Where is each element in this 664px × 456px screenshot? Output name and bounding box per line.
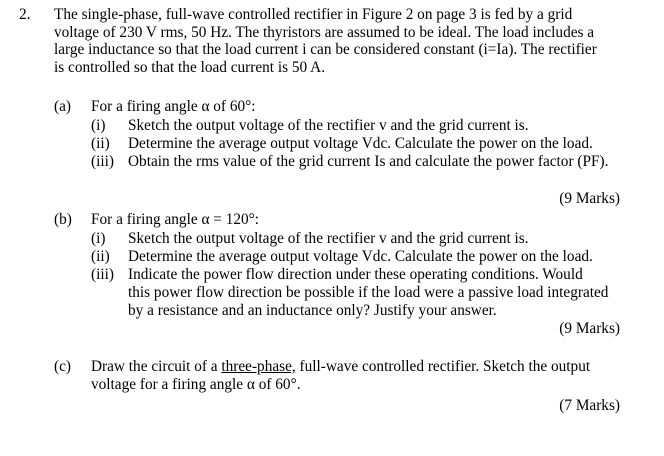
intro-line-2: voltage of 230 V rms, 50 Hz. The thyristors are assumed to be ideal. The load includes a bbox=[54, 23, 595, 41]
intro-line-4: is controlled so that the load current is 50 A. bbox=[54, 58, 326, 76]
part-a-label: (a) bbox=[54, 98, 71, 115]
item-label: (i) bbox=[91, 117, 106, 134]
item-label: (iii) bbox=[91, 266, 114, 283]
part-b-label: (b) bbox=[54, 211, 72, 228]
item-text: Determine the average output voltage Vdc. Calculate the power on the load. bbox=[128, 248, 593, 265]
part-b-marks: (9 Marks) bbox=[559, 320, 620, 337]
part-a-text: For a firing angle α of 60°: bbox=[91, 98, 256, 115]
item-text: Obtain the rms value of the grid current Is and calculate the power factor (PF). bbox=[128, 153, 609, 170]
part-c-line-1: Draw the circuit of a three-phase, full-wave controlled rectifier. Sketch the output bbox=[91, 358, 591, 375]
part-c-label: (c) bbox=[54, 358, 71, 375]
item-label: (ii) bbox=[91, 248, 110, 265]
item-label: (ii) bbox=[91, 135, 110, 152]
item-text-line-3: by a resistance and an inductance only? Justify your answer. bbox=[128, 302, 497, 319]
item-text-line-1: Indicate the power flow direction under these operating conditions. Would bbox=[128, 266, 583, 283]
item-label: (i) bbox=[91, 230, 106, 247]
part-c-line-2: voltage for a firing angle α of 60°. bbox=[91, 376, 301, 393]
part-c-marks: (7 Marks) bbox=[559, 397, 620, 414]
item-text: Sketch the output voltage of the rectifier v and the grid current is. bbox=[128, 117, 529, 134]
part-b-text: For a firing angle α = 120°: bbox=[91, 211, 260, 228]
intro-line-1: The single-phase, full-wave controlled rectifier in Figure 2 on page 3 is fed by a grid bbox=[54, 6, 573, 23]
item-label: (iii) bbox=[91, 153, 114, 170]
item-text: Determine the average output voltage Vdc. Calculate the power on the load. bbox=[128, 135, 593, 152]
part-a-marks: (9 Marks) bbox=[559, 190, 620, 207]
question-intro bbox=[54, 6, 620, 76]
question-number: 2. bbox=[19, 6, 31, 23]
item-text-line-2: this power flow direction be possible if the load were a passive load integrated bbox=[128, 284, 609, 301]
underlined-term: three-phase, bbox=[221, 358, 296, 375]
intro-line-3: large inductance so that the load current i can be considered constant (i=Ia). The rectifier bbox=[54, 41, 597, 59]
item-text: Sketch the output voltage of the rectifier v and the grid current is. bbox=[128, 230, 529, 247]
